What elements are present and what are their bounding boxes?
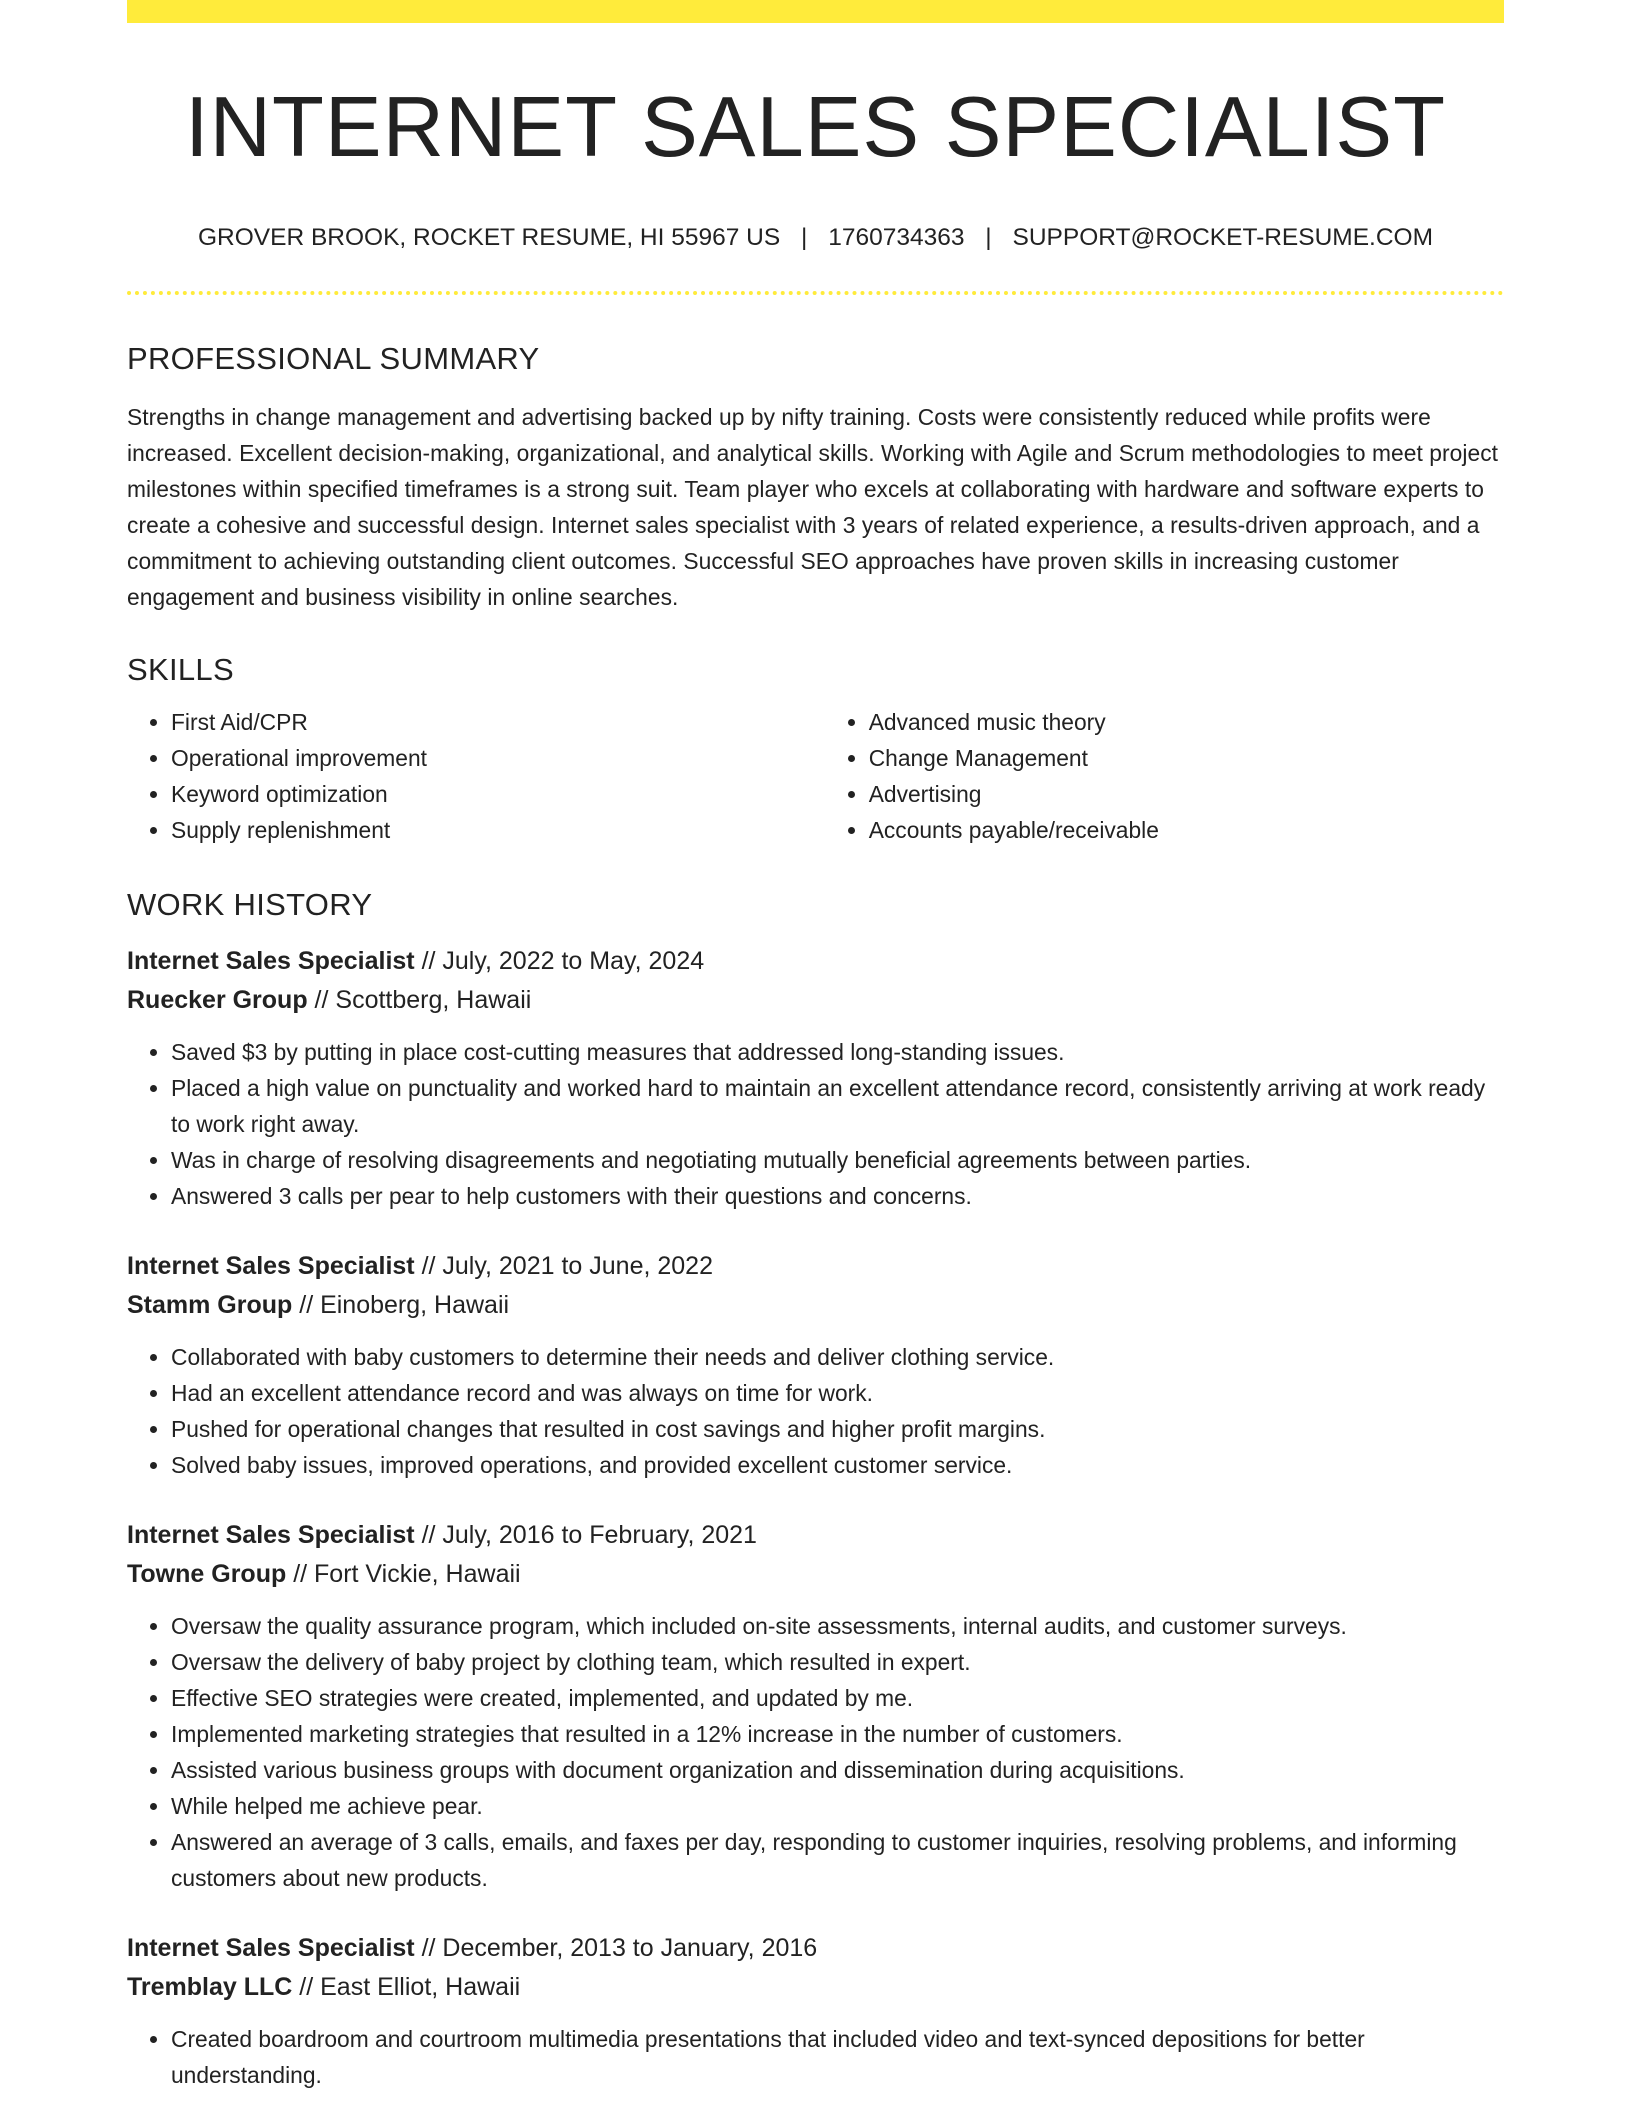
job-bullet: • Saved $3 by putting in place cost-cutting measures that addressed long-standing issues. — [171, 1034, 1504, 1070]
job-bullet: • While helped me achieve pear. — [171, 1788, 1504, 1824]
job-bullets — [127, 1034, 1504, 1214]
skill-item: • Keyword optimization — [171, 776, 790, 812]
job-dates: // July, 2016 to February, 2021 — [414, 1520, 757, 1549]
job-role: Internet Sales Specialist — [127, 1933, 415, 1962]
skill-item: • Advanced music theory — [869, 704, 1504, 740]
summary-text: Strengths in change management and advertising backed up by nifty training. Costs were consistently reduced while profits were increased. Excellent decision-making, organizational, and analytical skills. Working with Agile and Scrum methodologies to meet project milestones within specified timeframes is a strong suit. Team player who excels at collaborating with hardware and software experts to create a cohesive and successful design. Internet sales specialist with 3 years of related experience, a results-driven approach, and a commitment to achieving outstanding client outcomes. Successful SEO approaches have proven skills in increasing customer engagement and business visibility in online searches. — [127, 403, 1499, 610]
job-company: Stamm Group — [127, 1290, 293, 1319]
job-location: // Einoberg, Hawaii — [292, 1290, 510, 1319]
job-bullet: • Oversaw the delivery of baby project by clothing team, which resulted in expert. — [171, 1644, 1504, 1680]
resume-name-heading: INTERNET SALES SPECIALIST — [184, 80, 1447, 175]
job-bullet: • Answered an average of 3 calls, emails, and faxes per day, responding to customer inquiries, resolving problems, and informing customers about new products. — [171, 1824, 1504, 1896]
skill-item: • Accounts payable/receivable — [869, 812, 1504, 848]
job-bullet: • Pushed for operational changes that resulted in cost savings and higher profit margins. — [171, 1411, 1504, 1447]
job-dates: // December, 2013 to January, 2016 — [414, 1933, 818, 1962]
contact-email[interactable]: SUPPORT@ROCKET-RESUME.COM — [1012, 224, 1434, 251]
job-bullet: • Assisted various business groups with document organization and dissemination during acquisitions. — [171, 1752, 1504, 1788]
job-bullets — [127, 1339, 1504, 1483]
skill-item: • Operational improvement — [171, 740, 790, 776]
job-location: // East Elliot, Hawaii — [292, 1972, 521, 2001]
job-role-line — [127, 1929, 1504, 1968]
job-bullet: • Implemented marketing strategies that resulted in a 12% increase in the number of customers. — [171, 1716, 1504, 1752]
resume-page — [127, 0, 1504, 2093]
dotted-divider — [127, 291, 1504, 295]
job-bullets — [127, 2021, 1504, 2093]
job-location: // Fort Vickie, Hawaii — [286, 1559, 521, 1588]
job-entry — [127, 942, 1504, 1214]
job-bullet: • Effective SEO strategies were created, implemented, and updated by me. — [171, 1680, 1504, 1716]
contact-phone[interactable]: 1760734363 — [828, 224, 965, 251]
job-role: Internet Sales Specialist — [127, 1251, 415, 1280]
contact-separator: | — [985, 224, 992, 251]
accent-top-bar — [127, 0, 1504, 23]
job-bullet: • Was in charge of resolving disagreements and negotiating mutually beneficial agreements between parties. — [171, 1142, 1504, 1178]
contact-separator: | — [801, 224, 808, 251]
job-bullet: • Had an excellent attendance record and was always on time for work. — [171, 1375, 1504, 1411]
job-company-line — [127, 1968, 1504, 2007]
skills-heading: SKILLS — [127, 651, 234, 687]
contact-address: GROVER BROOK, ROCKET RESUME, HI 55967 US — [197, 224, 781, 251]
job-entry — [127, 1516, 1504, 1896]
job-role-line — [127, 1516, 1504, 1555]
job-dates: // July, 2021 to June, 2022 — [414, 1251, 713, 1280]
job-company-line — [127, 1286, 1504, 1325]
job-bullet: • Collaborated with baby customers to determine their needs and deliver clothing service. — [171, 1339, 1504, 1375]
job-dates: // July, 2022 to May, 2024 — [414, 946, 705, 975]
job-role: Internet Sales Specialist — [127, 946, 415, 975]
job-company: Ruecker Group — [127, 985, 308, 1014]
skill-item: • Advertising — [869, 776, 1504, 812]
job-company: Tremblay LLC — [127, 1972, 293, 2001]
skill-item: • Change Management — [869, 740, 1504, 776]
job-bullet: • Oversaw the quality assurance program, which included on-site assessments, internal audits, and customer surveys. — [171, 1608, 1504, 1644]
job-bullet: • Solved baby issues, improved operations, and provided excellent customer service. — [171, 1447, 1504, 1483]
skill-item: • First Aid/CPR — [171, 704, 790, 740]
job-bullets — [127, 1608, 1504, 1896]
job-role: Internet Sales Specialist — [127, 1520, 415, 1549]
job-entry — [127, 1929, 1504, 2093]
job-company-line — [127, 981, 1504, 1020]
skill-item: • Supply replenishment — [171, 812, 790, 848]
job-location: // Scottberg, Hawaii — [307, 985, 532, 1014]
summary-heading: PROFESSIONAL SUMMARY — [127, 340, 540, 376]
job-company-line — [127, 1555, 1504, 1594]
job-bullet: • Answered 3 calls per pear to help customers with their questions and concerns. — [171, 1178, 1504, 1214]
skills-column-right — [825, 704, 1504, 848]
contact-line — [127, 226, 1504, 251]
job-role-line — [127, 1247, 1504, 1286]
job-company: Towne Group — [127, 1559, 287, 1588]
skills-column-left — [127, 704, 790, 848]
skills-list — [127, 704, 1504, 848]
job-bullet: • Created boardroom and courtroom multimedia presentations that included video and text-synced depositions for better understanding. — [171, 2021, 1504, 2093]
job-role-line — [127, 942, 1504, 981]
job-bullet: • Placed a high value on punctuality and worked hard to maintain an excellent attendance record, consistently arriving at work ready to work right away. — [171, 1070, 1504, 1142]
job-entry — [127, 1247, 1504, 1483]
work-history-heading: WORK HISTORY — [127, 886, 373, 922]
